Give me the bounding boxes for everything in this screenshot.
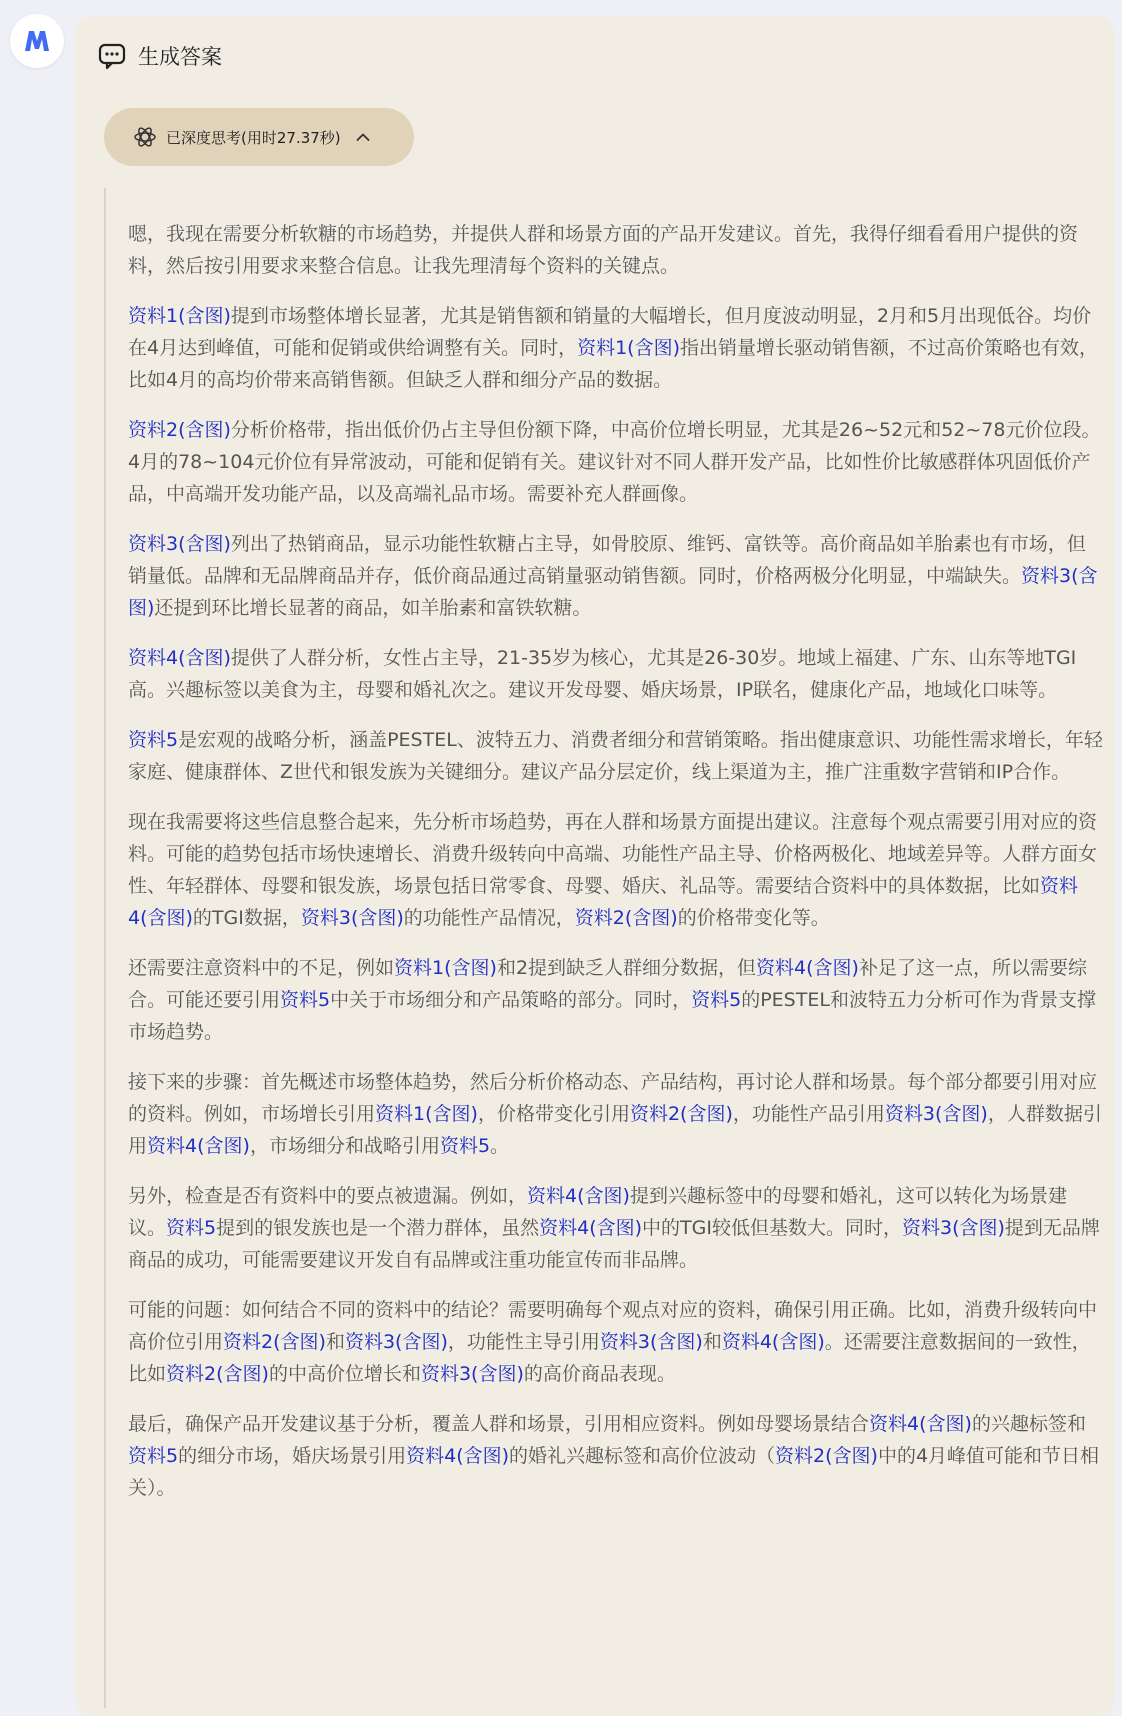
paragraph-text: 是宏观的战略分析，涵盖PESTEL、波特五力、消费者细分和营销策略。指出健康意识、功能性需求增长，年轻家庭、健康群体、Z世代和银发族为关键细分。建议产品分层定价，线上渠道为主，推广注重数字营销和IP合作。 — [128, 729, 1103, 783]
thinking-paragraph — [128, 414, 1104, 510]
reference-link[interactable]: 资料4(含图) — [756, 957, 859, 979]
paragraph-text: 接下来的步骤：首先概述市场整体趋势，然后分析价格动态、产品结构，再讨论人群和场景。每个部分都要引用对应的资料。例如，市场增长引用 — [128, 1071, 1098, 1125]
reference-link[interactable]: 资料4(含图) — [147, 1135, 250, 1157]
reference-link[interactable]: 资料2(含图) — [629, 1103, 733, 1125]
reference-link[interactable]: 资料1(含图) — [394, 957, 497, 979]
paragraph-text: 提到兴趣标签中的母婴和婚礼，这可以转化为场景建议。 — [128, 1185, 1067, 1239]
reference-link[interactable]: 资料3(含图) — [420, 1363, 524, 1385]
paragraph-text: 另外，检查是否有资料中的要点被遗漏。例如， — [128, 1185, 528, 1207]
paragraph-text: 和 — [325, 1331, 345, 1353]
paragraph-text: 中的4月峰值可能和节日相关）。 — [128, 1445, 1100, 1499]
paragraph-text: ，功能性主导引用 — [447, 1331, 600, 1353]
paragraph-text: 的高价商品表现。 — [523, 1363, 676, 1385]
thinking-paragraph — [128, 528, 1104, 624]
paragraph-text: 提供了人群分析，女性占主导，21-35岁为核心，尤其是26-30岁。地域上福建、广东、山东等地TGI高。兴趣标签以美食为主，母婴和婚礼次之。建议开发母婴、婚庆场景，IP联名，健康化产品，地域化口味等。 — [128, 647, 1077, 701]
paragraph-text: 。 — [490, 1135, 510, 1157]
reference-link[interactable]: 资料4(含图) — [406, 1445, 510, 1467]
answer-card — [76, 16, 1114, 1716]
paragraph-text: 提到无品牌商品的成功，可能需要建议开发自有品牌或注重功能宣传而非品牌。 — [128, 1217, 1100, 1271]
reference-link[interactable]: 资料3(含图) — [344, 1331, 448, 1353]
thinking-paragraph — [128, 1294, 1104, 1390]
reference-link[interactable]: 资料3(含图) — [884, 1103, 988, 1125]
paragraph-text: 最后，确保产品开发建议基于分析，覆盖人群和场景，引用相应资料。例如母婴场景结合 — [128, 1413, 870, 1435]
reference-link[interactable]: 资料1(含图) — [375, 1103, 478, 1125]
reference-link[interactable]: 资料4(含图) — [721, 1331, 825, 1353]
reference-link[interactable]: 资料5 — [691, 989, 742, 1011]
paragraph-text: 的PESTEL和波特五力分析可作为背景支撑市场趋势。 — [128, 989, 1096, 1043]
reference-link[interactable]: 资料3(含图) — [599, 1331, 703, 1353]
paragraph-text: 分析价格带，指出低价仍占主导但份额下降，中高价位增长明显，尤其是26~52元和52~78元价位段。4月的78~104元价位有异常波动，可能和促销有关。建议针对不同人群开发产品，比如性价比敏感群体巩固低价产品，中高端开发功能产品，以及高端礼品市场。需要补充人群画像。 — [128, 419, 1101, 505]
paragraph-text: 提到的银发族也是一个潜力群体，虽然 — [216, 1217, 540, 1239]
atom-icon — [132, 124, 158, 150]
reference-link[interactable]: 资料4(含图) — [539, 1217, 643, 1239]
thinking-content — [104, 188, 1104, 1708]
answer-title: 生成答案 — [138, 45, 222, 69]
reference-link[interactable]: 资料3(含图) — [901, 1217, 1005, 1239]
paragraph-text: 现在我需要将这些信息整合起来，先分析市场趋势，再在人群和场景方面提出建议。注意每个观点需要引用对应的资料。可能的趋势包括市场快速增长、消费升级转向中高端、功能性产品主导、价格两极化、地域差异等。人群方面女性、年轻群体、母婴和银发族，场景包括日常零食、母婴、婚庆、礼品等。需要结合资料中的具体数据，比如 — [128, 811, 1098, 897]
paragraph-text: 还提到环比增长显著的商品，如羊胎素和富铁软糖。 — [154, 597, 592, 619]
reference-link[interactable]: 资料4(含图) — [869, 1413, 972, 1435]
reference-link[interactable]: 资料1(含图) — [577, 337, 681, 359]
thinking-paragraph — [128, 300, 1104, 396]
paragraph-text: 还需要注意资料中的不足，例如 — [128, 957, 395, 979]
paragraph-text: 嗯，我现在需要分析软糖的市场趋势，并提供人群和场景方面的产品开发建议。首先，我得仔细看看用户提供的资料，然后按引用要求来整合信息。让我先理清每个资料的关键点。 — [128, 223, 1079, 277]
paragraph-text: ，功能性产品引用 — [732, 1103, 885, 1125]
reference-link[interactable]: 资料1(含图) — [128, 305, 231, 327]
reference-link[interactable]: 资料2(含图) — [166, 1363, 269, 1385]
reference-link[interactable]: 资料3(含图) — [300, 907, 404, 929]
paragraph-text: 的婚礼兴趣标签和高价位波动（ — [509, 1445, 776, 1467]
thinking-paragraph — [128, 1180, 1104, 1276]
reference-link[interactable]: 资料5 — [128, 1445, 179, 1467]
paragraph-text: 可能的问题：如何结合不同的资料中的结论？需要明确每个观点对应的资料，确保引用正确。比如，消费升级转向中高价位引用 — [128, 1299, 1098, 1353]
paragraph-text: 的兴趣标签和 — [971, 1413, 1086, 1435]
chat-bubble-icon — [96, 40, 128, 72]
paragraph-text: 的细分市场，婚庆场景引用 — [178, 1445, 407, 1467]
paragraph-text: 中关于市场细分和产品策略的部分。同时， — [330, 989, 692, 1011]
paragraph-text: ，价格带变化引用 — [477, 1103, 630, 1125]
reference-link[interactable]: 资料3(含图) — [128, 565, 1098, 619]
reference-link[interactable]: 资料4(含图) — [128, 647, 231, 669]
reference-link[interactable]: 资料4(含图) — [128, 875, 1079, 929]
chevron-up-icon — [355, 129, 371, 145]
thinking-toggle-button[interactable] — [104, 108, 414, 166]
thinking-paragraph — [128, 952, 1104, 1048]
paragraph-text: 提到市场整体增长显著，尤其是销售额和销量的大幅增长，但月度波动明显，2月和5月出现低谷。均价在4月达到峰值，可能和促销或供给调整有关。同时， — [128, 305, 1092, 359]
reference-link[interactable]: 资料2(含图) — [223, 1331, 326, 1353]
reference-link[interactable]: 资料5 — [166, 1217, 217, 1239]
paragraph-text: 指出销量增长驱动销售额，不过高价策略也有效，比如4月的高均价带来高销售额。但缺乏人群和细分产品的数据。 — [128, 337, 1099, 391]
thinking-paragraph — [128, 806, 1104, 934]
paragraph-text: 的功能性产品情况， — [403, 907, 575, 929]
paragraph-text: 的TGI数据， — [192, 907, 301, 929]
thinking-paragraph — [128, 1408, 1104, 1504]
reference-link[interactable]: 资料5 — [128, 729, 179, 751]
reference-link[interactable]: 资料2(含图) — [574, 907, 678, 929]
thinking-paragraph — [128, 642, 1104, 706]
thinking-paragraph — [128, 218, 1104, 282]
paragraph-text: 补足了这一点，所以需要综合。可能还要引用 — [128, 957, 1087, 1011]
thinking-toggle-label: 已深度思考(用时27.37秒) — [166, 128, 341, 147]
answer-header — [96, 36, 222, 76]
paragraph-text: 。还需要注意数据间的一致性，比如 — [128, 1331, 1091, 1385]
thinking-paragraph — [128, 1066, 1104, 1162]
paragraph-text: 列出了热销商品，显示功能性软糖占主导，如骨胶原、维钙、富铁等。高价商品如羊胎素也有市场，但销量低。品牌和无品牌商品并存，低价商品通过高销量驱动销售额。同时，价格两极分化明显，中端缺失。 — [128, 533, 1086, 587]
paragraph-text: ，人群数据引用 — [128, 1103, 1102, 1157]
reference-link[interactable]: 资料2(含图) — [128, 419, 231, 441]
reference-link[interactable]: 资料5 — [280, 989, 331, 1011]
paragraph-text: 和 — [702, 1331, 722, 1353]
reference-link[interactable]: 资料5 — [439, 1135, 491, 1157]
paragraph-text: ，市场细分和战略引用 — [249, 1135, 440, 1157]
reference-link[interactable]: 资料3(含图) — [128, 533, 231, 555]
reference-link[interactable]: 资料4(含图) — [527, 1185, 630, 1207]
paragraph-text: 的价格带变化等。 — [677, 907, 830, 929]
paragraph-text: 的中高价位增长和 — [268, 1363, 421, 1385]
reference-link[interactable]: 资料2(含图) — [775, 1445, 878, 1467]
paragraph-text: 中的TGI较低但基数大。同时， — [642, 1217, 902, 1239]
assistant-logo-icon — [22, 28, 52, 54]
assistant-avatar — [10, 14, 64, 68]
thinking-paragraph — [128, 724, 1104, 788]
paragraph-text: 和2提到缺乏人群细分数据，但 — [496, 957, 757, 979]
